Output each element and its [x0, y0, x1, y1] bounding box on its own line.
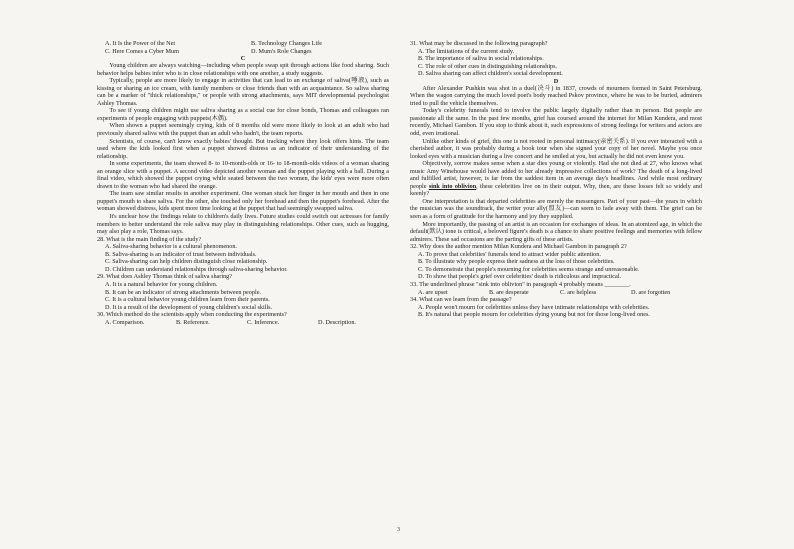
question-32-option-d: D. To show that people's grief over celebrities' death is ridiculous and impractical. [418, 273, 622, 281]
question-31-option-c: C. The role of other cues in distinguishing relationships. [418, 62, 558, 70]
question-31-option-a: A. The limitations of the current study. [418, 47, 515, 55]
top-option-a: A. It Is the Power of the Net [105, 40, 176, 47]
question-30-option-c: C. Inference. [247, 318, 280, 326]
passage-d-paragraph-4 [410, 160, 702, 198]
question-33-options [410, 289, 702, 297]
question-31-option-d: D. Saliva sharing can affect children's social development. [418, 70, 563, 78]
question-34-option-a: A. People won't mourn for celebrities unless they have intimate relationships with celebrities. [418, 303, 650, 311]
question-28-option-a: A. Saliva-sharing behavior is a cultural phenomenon. [105, 243, 237, 251]
passage-d-paragraph-3: Unlike other kinds of grief, this one is not rooted in personal intimacy(亲密关系). If you ever interacted with a cherished author, it was probably during a book tour when she signed your copy of her novel. Maybe you once looked eyes with a musician during a live concert and he smiled at you, but actually he did not even know you. [410, 137, 702, 160]
question-32-option-a: A. To prove that celebrities' funerals tend to attract wider public attention. [418, 250, 601, 258]
question-28-option-c: C. Saliva-sharing can help children distinguish close relationship. [105, 258, 268, 266]
left-column [97, 40, 389, 326]
passage-d-paragraph-1: After Alexander Pushkin was shot in a duel(决斗) in 1837, crowds of mourners formed in Saint Petersburg. When the wagon carrying the much loved poet's body reached Pskov province, where he was to be buried, admirers tried to pull the vehicle themselves. [410, 84, 702, 107]
question-30-option-a: A. Comparison. [105, 318, 145, 326]
right-column [410, 40, 702, 319]
passage-d-paragraph-6: More importantly, the passing of an artist is an occasion for exchanges of ideas. In an atomized age, in which the default(默认) tone is critical, a beloved figure's death is a chance to share positive feelings and memories with fellow admirers. These sad occasions are the parting gifts of these artists. [410, 220, 702, 243]
question-29-option-a: A. It is a natural behavior for young children. [105, 280, 218, 288]
passage-c-paragraph-7: The team saw similar results in another experiment. One woman stuck her finger in her mouth and then in one puppet's mouth to share saliva. For the other, she touched only her forehead and then the puppet's forehead. After the woman showed distress, kids spent more time looking at the puppet that had seemingly swapped saliva. [97, 190, 389, 213]
question-33-option-c: C. are helpless [560, 288, 597, 296]
question-29-option-b: B. It can be an indicator of strong attachments between people. [105, 288, 262, 296]
passage-c-paragraph-2: Typically, people are more likely to engage in activities that can lead to an exchange of saliva(唾液), such as kissing or sharing an ice cream, with family members or close friends than with an acquaintance. So saliva sharing can be a marker of "thick relationships," or people with strong attachments, says MIT developmental psychologist Ashley Thomas. [97, 77, 389, 107]
question-28-option-d: D. Children can understand relationships through saliva-sharing behavior. [105, 265, 288, 273]
question-33-option-b: B. are desperate [489, 288, 529, 296]
question-31-stem: 31. What may be discussed in the following paragraph? [410, 40, 548, 47]
section-c-heading: C [240, 55, 246, 63]
passage-d-paragraph-5: One interpretation is that departed celebrities are merely the messengers. Part of your past—the years in which the musician was the soundtrack, the writer your ally(盟友)—can seem to fade away with them. The grief can be seen as a form of gratitude for the harmony and joy they supplied. [410, 197, 702, 221]
question-33-option-a: A. are upset [418, 288, 448, 296]
question-31-option-b: B. The importance of saliva in social relationships. [418, 55, 544, 63]
question-32-option-b: B. To illustrate why people express their sadness at the loss of those celebrities. [418, 258, 615, 266]
question-30-option-b: B. Reference. [176, 318, 210, 326]
question-30-options [97, 319, 389, 327]
passage-c-paragraph-3: To see if young children might use saliva sharing as a social cue for close bonds, Thomas and colleagues ran experiments of people engaging with puppets(木偶). [97, 107, 389, 122]
question-32-option-c: C. To demonstrate that people's mourning for celebrities seems strange and unreasonable. [418, 265, 640, 273]
question-28-option-b: B. Saliva-sharing is an indicator of trust between individuals. [105, 250, 257, 258]
passage-c-paragraph-5: Scientists, of course, can't know exactly babies' thought. But tracking where they look offers hints. The team used where the kids looked first when a puppet showed distress as an indicator of their understanding of the relationship. [97, 137, 389, 160]
question-28-stem: 28. What is the main finding of the study? [97, 235, 202, 243]
question-30-option-d: D. Description. [318, 318, 356, 326]
top-options [97, 40, 389, 55]
question-33-stem: 33. The underlined phrase "sink into oblivion" in paragraph 4 probably means ________. [410, 280, 631, 288]
paragraph-4-text-before: Objectively, sorrow makes sense when a star dies young or violently. Had she not died at 27, who knows what music Amy Winehouse would have added to her already impressive collections of work? The death of a long-lived and fulfilled artist, however, is far from the saddest item in an average day's headlines. And while most ordinary people [410, 160, 702, 190]
question-29-option-d: D. It is a result of the development of young children's social skills. [105, 303, 273, 311]
question-29-stem: 29. What does Ashley Thomas think of saliva sharing? [97, 273, 233, 281]
question-33-option-d: D. are forgotten [631, 288, 671, 296]
question-32-stem: 32. Why does the author mention Milan Kundera and Michael Gambon in paragraph 2? [410, 243, 627, 251]
passage-c-paragraph-4: When shown a puppet seemingly crying, kids of 8 months old were more likely to look at an adult who had previously shared saliva with the puppet than an adult who hadn't, the team reports. [97, 122, 389, 138]
passage-c-paragraph-6: In some experiments, the team showed 8- to 10-month-olds or 16- to 18-month-olds videos of a woman sharing an orange slice with a puppet. A second video depicted another woman and the puppet playing with a ball. During a final video, which showed the puppet crying while seated between the two women, the kids' eyes were more often drawn to the woman who had shared the orange. [97, 160, 389, 190]
section-d-heading: D [553, 77, 559, 85]
passage-c-paragraph-8: It's unclear how the findings relate to children's daily lives. Future studies could switch out actresses for family members to better understand the role saliva may play in distinguishing relationships. Other cues, such as hugging, may also play a role, Thomas says. [97, 213, 389, 236]
passage-c-paragraph-1: Young children are always watching—including when people swap spit through actions like food sharing. Such behavior helps babies infer who is in close relationships with one another, a study suggests. [97, 62, 389, 77]
top-option-d: D. Mum's Role Changes [251, 47, 312, 55]
question-30-stem: 30. Which method do the scientists apply when conducting the experiments? [97, 311, 287, 319]
page-number: 3 [397, 527, 400, 533]
paragraph-4-text-after: , these celebrities live on in their output. Why, then, are these losses felt so widely and keenly? [410, 182, 702, 198]
top-option-c: C. Here Comes a Cyber Mum [105, 47, 179, 55]
underlined-phrase: sink into oblivion [428, 182, 477, 190]
passage-d-paragraph-2: Today's celebrity funerals tend to involve the public largely digitally rather than in person. But people are passionate all the same. In the past few months, grief has coursed around the internet for Milan Kundera, and most recently, Michael Gambon. If you stop to think about it, such expressions of strong feelings for writers and actors are odd, even irrational. [410, 107, 702, 138]
question-34-stem: 34. What can we learn from the passage? [410, 296, 512, 304]
top-option-b: B. Technology Changes Life [251, 40, 322, 47]
question-34-option-b: B. It's natural that people mourn for celebrities dying young but not for those long-lived ones. [418, 311, 650, 319]
question-29-option-c: C. It is a cultural behavior young children learn from their parents. [105, 296, 270, 304]
